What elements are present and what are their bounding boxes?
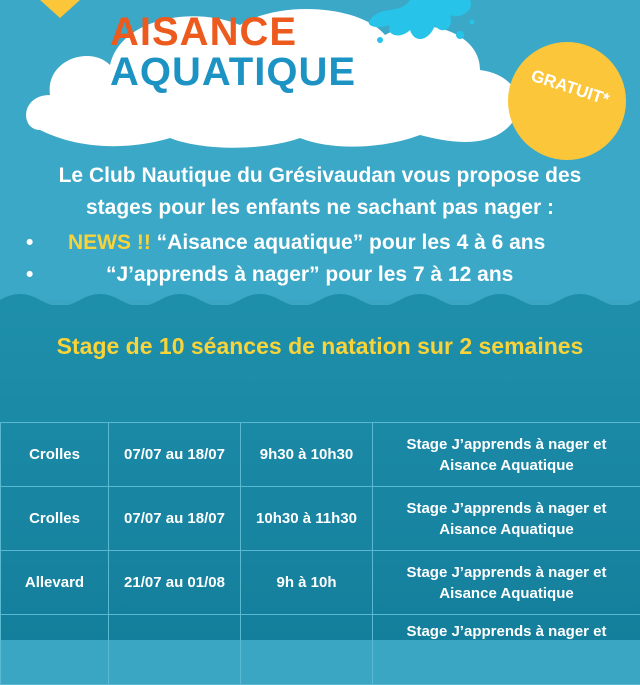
free-badge-text: GRATUIT* xyxy=(515,61,626,114)
bullet-dot-icon: • xyxy=(26,259,33,291)
bullet-text-japprends: “J’apprends à nager” pour les 7 à 12 ans xyxy=(106,259,513,291)
intro-line-2: stages pour les enfants ne sachant pas nager : xyxy=(0,192,640,224)
bullet-dot-icon: • xyxy=(26,227,33,259)
table-row xyxy=(1,551,640,615)
table-row xyxy=(1,423,640,487)
table-row xyxy=(1,487,640,551)
hours-cell: 9h30 à 10h30 xyxy=(241,423,373,487)
hours-cell xyxy=(241,615,373,685)
type-cell: Stage J’apprends à nager et Aisance Aquatique xyxy=(373,487,640,551)
dates-cell: 07/07 au 18/07 xyxy=(109,487,241,551)
title-aisance: AISANCE xyxy=(110,10,297,55)
place-cell: Allevard xyxy=(1,551,109,615)
dates-cell xyxy=(109,615,241,685)
place-cell: Crolles xyxy=(1,487,109,551)
stage-title: Stage de 10 séances de natation sur 2 semaines xyxy=(40,326,600,366)
table-row xyxy=(1,615,640,685)
dates-cell: 21/07 au 01/08 xyxy=(109,551,241,615)
news-label: NEWS !! xyxy=(68,231,151,254)
dates-cell: 07/07 au 18/07 xyxy=(109,423,241,487)
type-cell: Stage J’apprends à nager et xyxy=(373,615,640,685)
place-cell: Crolles xyxy=(1,423,109,487)
hours-cell: 10h30 à 11h30 xyxy=(241,487,373,551)
title-aquatique: AQUATIQUE xyxy=(110,50,356,95)
place-cell xyxy=(1,615,109,685)
water-splash-graphic xyxy=(360,0,480,60)
type-cell: Stage J’apprends à nager et Aisance Aquatique xyxy=(373,423,640,487)
hours-cell: 9h à 10h xyxy=(241,551,373,615)
schedule-table xyxy=(0,422,640,685)
intro-text xyxy=(0,160,640,224)
type-cell: Stage J’apprends à nager et Aisance Aquatique xyxy=(373,551,640,615)
bullet-text-aisance: “Aisance aquatique” pour les 4 à 6 ans xyxy=(151,231,545,254)
bullet-item-aisance xyxy=(0,227,640,259)
intro-line-1: Le Club Nautique du Grésivaudan vous propose des xyxy=(0,160,640,192)
